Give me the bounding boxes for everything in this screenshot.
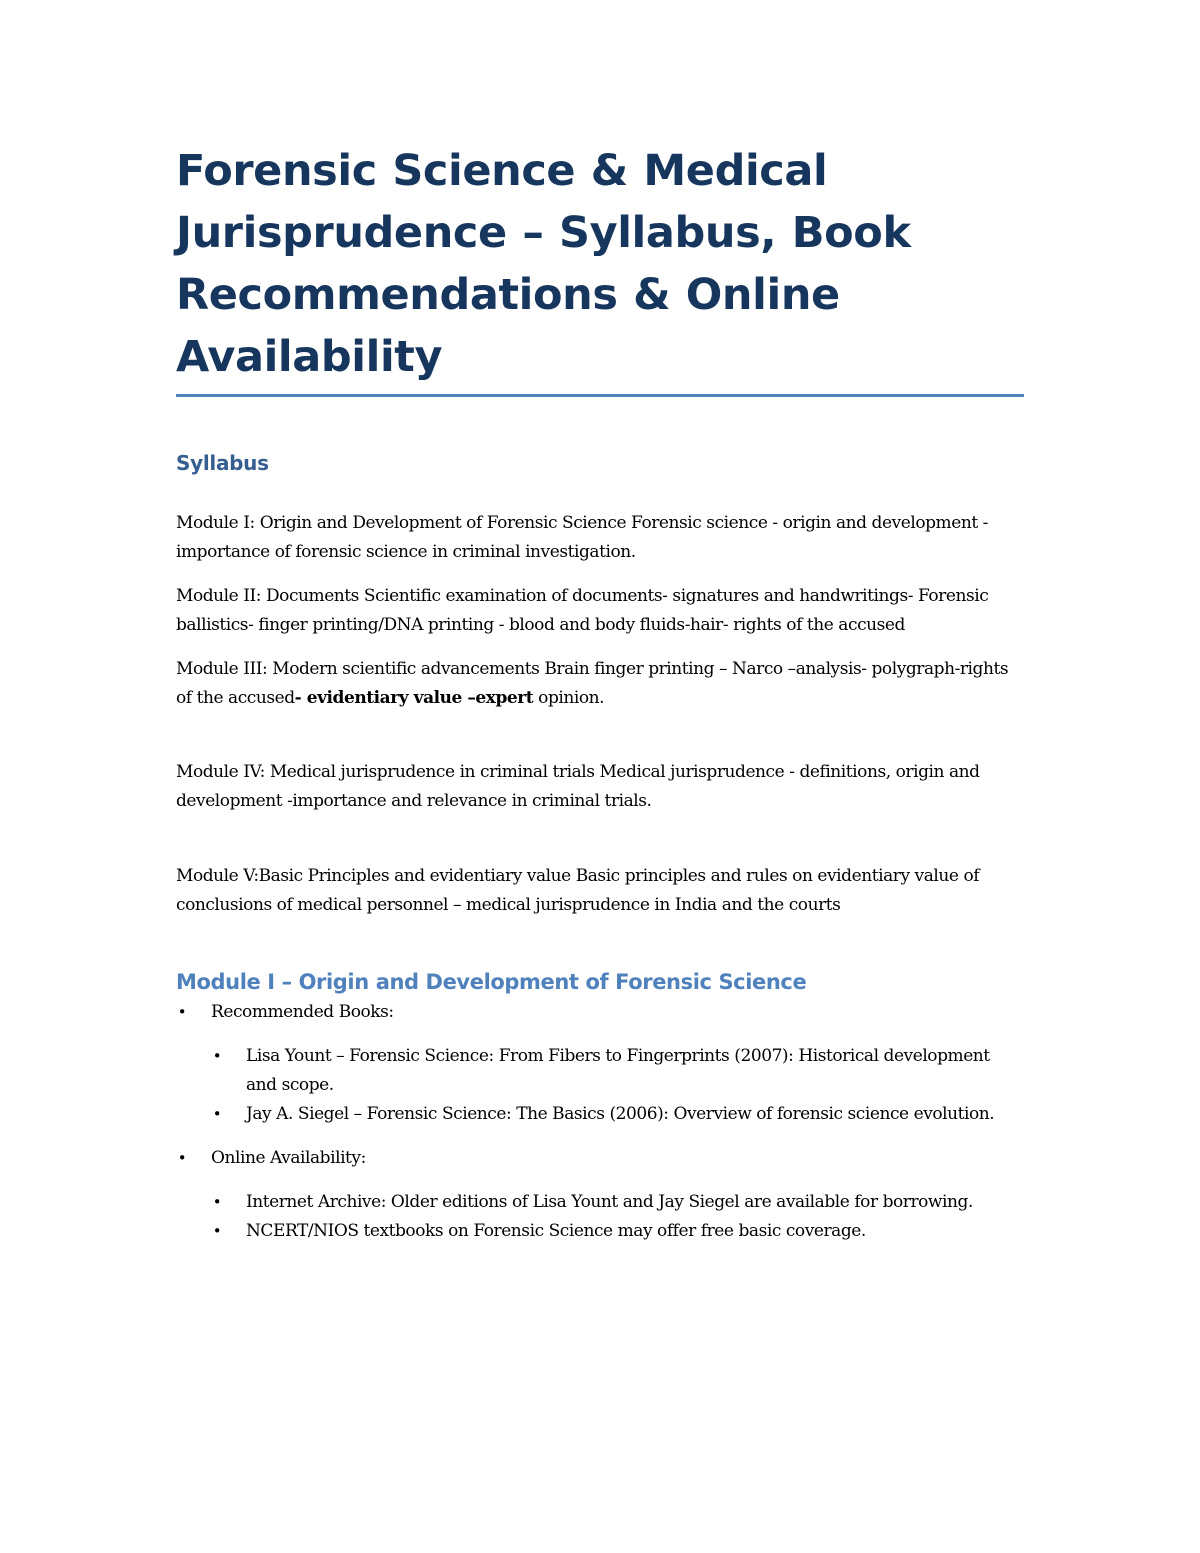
module-3-text: Module III: Modern scientific advancements Brain finger printing – Narco –analysis- polygraph-rights of the accused [176, 659, 1009, 708]
document-page [176, 140, 1024, 1246]
list-item [211, 1217, 1024, 1246]
list-item [211, 1188, 1024, 1217]
module-1-list [176, 998, 1024, 1246]
recommended-books-label: Recommended Books: [211, 1002, 394, 1022]
module-3-text-end: opinion. [533, 688, 605, 708]
online-entry: NCERT/NIOS textbooks on Forensic Science may offer free basic coverage. [246, 1221, 866, 1241]
book-entry: Jay A. Siegel – Forensic Science: The Basics (2006): Overview of forensic science evolution. [246, 1104, 995, 1124]
document-title: Forensic Science & Medical Jurisprudence – Syllabus, Book Recommendations & Online Availability [176, 140, 1024, 397]
bullet-icon: • [212, 1222, 222, 1240]
bullet-icon: • [177, 1003, 187, 1021]
list-item [211, 1100, 1024, 1129]
syllabus-module-3 [176, 655, 1024, 713]
syllabus-module-5: Module V:Basic Principles and evidentiary value Basic principles and rules on evidentiary value of conclusions of medical personnel – medical jurisprudence in India and the courts [176, 866, 980, 915]
syllabus-module-2: Module II: Documents Scientific examination of documents- signatures and handwritings- Forensic ballistics- finger printing/DNA printing - blood and body fluids-hair- rights of the accused [176, 586, 989, 635]
bullet-icon: • [212, 1047, 222, 1065]
bullet-icon: • [212, 1105, 222, 1123]
list-item [211, 1042, 1024, 1100]
bullet-icon: • [212, 1193, 222, 1211]
syllabus-module-4: Module IV: Medical jurisprudence in criminal trials Medical jurisprudence - definitions, origin and development -importance and relevance in criminal trials. [176, 762, 980, 811]
list-item-recommended-books [176, 998, 1024, 1129]
online-entry: Internet Archive: Older editions of Lisa Yount and Jay Siegel are available for borrowing. [246, 1192, 973, 1212]
list-item-online-availability [176, 1144, 1024, 1246]
module-1-heading: Module I – Origin and Development of Forensic Science [176, 970, 807, 994]
module-3-bold-text: - evidentiary value –expert [294, 688, 534, 708]
books-list [211, 1042, 1024, 1129]
bullet-icon: • [177, 1149, 187, 1167]
book-entry: Lisa Yount – Forensic Science: From Fibers to Fingerprints (2007): Historical development and scope. [246, 1046, 990, 1095]
syllabus-heading: Syllabus [176, 451, 269, 475]
online-availability-label: Online Availability: [211, 1148, 366, 1168]
online-list [211, 1188, 1024, 1246]
syllabus-module-1: Module I: Origin and Development of Forensic Science Forensic science - origin and development - importance of forensic science in criminal investigation. [176, 513, 988, 562]
